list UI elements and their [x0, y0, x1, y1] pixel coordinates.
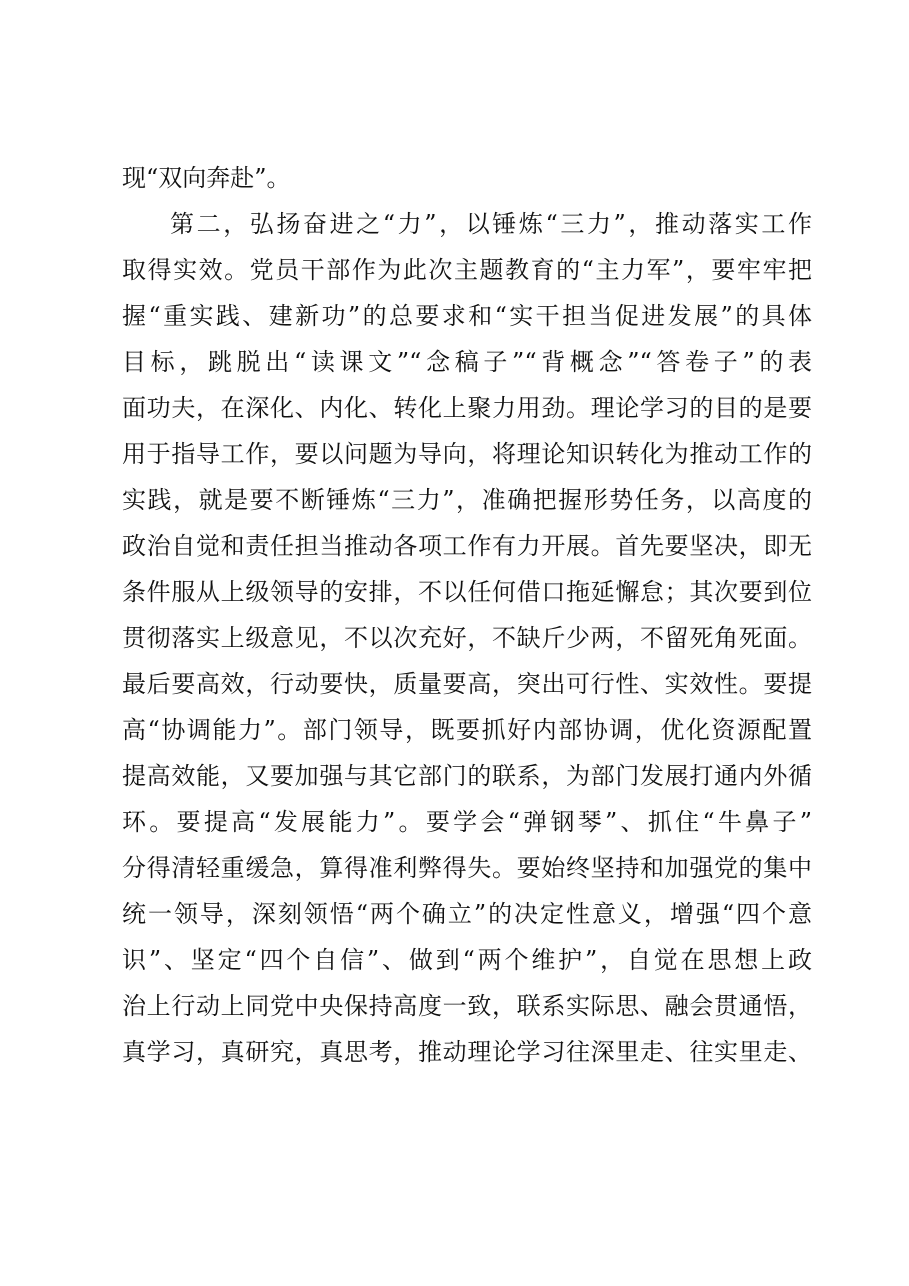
text-line-18: 识”、坚定“四个自信”、做到“两个维护”，自觉在思想上政: [122, 946, 812, 974]
text-line-13: 高“协调能力”。部门领导，既要抓好内部协调，优化资源配置: [122, 716, 812, 744]
text-line-20: 真学习，真研究，真思考，推动理论学习往深里走、往实里走、: [122, 1038, 812, 1066]
text-line-4: 握“重实践、建新功”的总要求和“实干担当促进发展”的具体: [122, 302, 812, 330]
text-line-8: 实践，就是要不断锤炼“三力”，准确把握形势任务，以高度的: [122, 486, 812, 514]
text-line-16: 分得清轻重缓急，算得准利弊得失。要始终坚持和加强党的集中: [122, 854, 812, 882]
text-line-17: 统一领导，深刻领悟“两个确立”的决定性意义，增强“四个意: [122, 900, 812, 928]
text-line-7: 用于指导工作，要以问题为导向，将理论知识转化为推动工作的: [122, 440, 812, 468]
body-text: [122, 155, 812, 1075]
text-line-1: 现“双向奔赴”。: [122, 164, 291, 192]
text-line-10: 条件服从上级领导的安排，不以任何借口拖延懈怠；其次要到位: [122, 578, 812, 606]
text-line-12: 最后要高效，行动要快，质量要高，突出可行性、实效性。要提: [122, 670, 812, 698]
text-line-5: 目标，跳脱出“读课文”“念稿子”“背概念”“答卷子”的表: [122, 348, 812, 376]
text-line-3: 取得实效。党员干部作为此次主题教育的“主力军”，要牢牢把: [122, 256, 812, 284]
text-line-19: 治上行动上同党中央保持高度一致，联系实际思、融会贯通悟，: [122, 992, 812, 1020]
text-line-2: 第二，弘扬奋进之“力”，以锤炼“三力”，推动落实工作: [170, 210, 812, 238]
text-line-6: 面功夫，在深化、内化、转化上聚力用劲。理论学习的目的是要: [122, 394, 812, 422]
text-line-11: 贯彻落实上级意见，不以次充好，不缺斤少两，不留死角死面。: [122, 624, 812, 652]
text-line-14: 提高效能，又要加强与其它部门的联系，为部门发展打通内外循: [122, 762, 812, 790]
text-line-15: 环。要提高“发展能力”。要学会“弹钢琴”、抓住“牛鼻子”: [122, 808, 812, 836]
text-line-9: 政治自觉和责任担当推动各项工作有力开展。首先要坚决，即无: [122, 532, 812, 560]
